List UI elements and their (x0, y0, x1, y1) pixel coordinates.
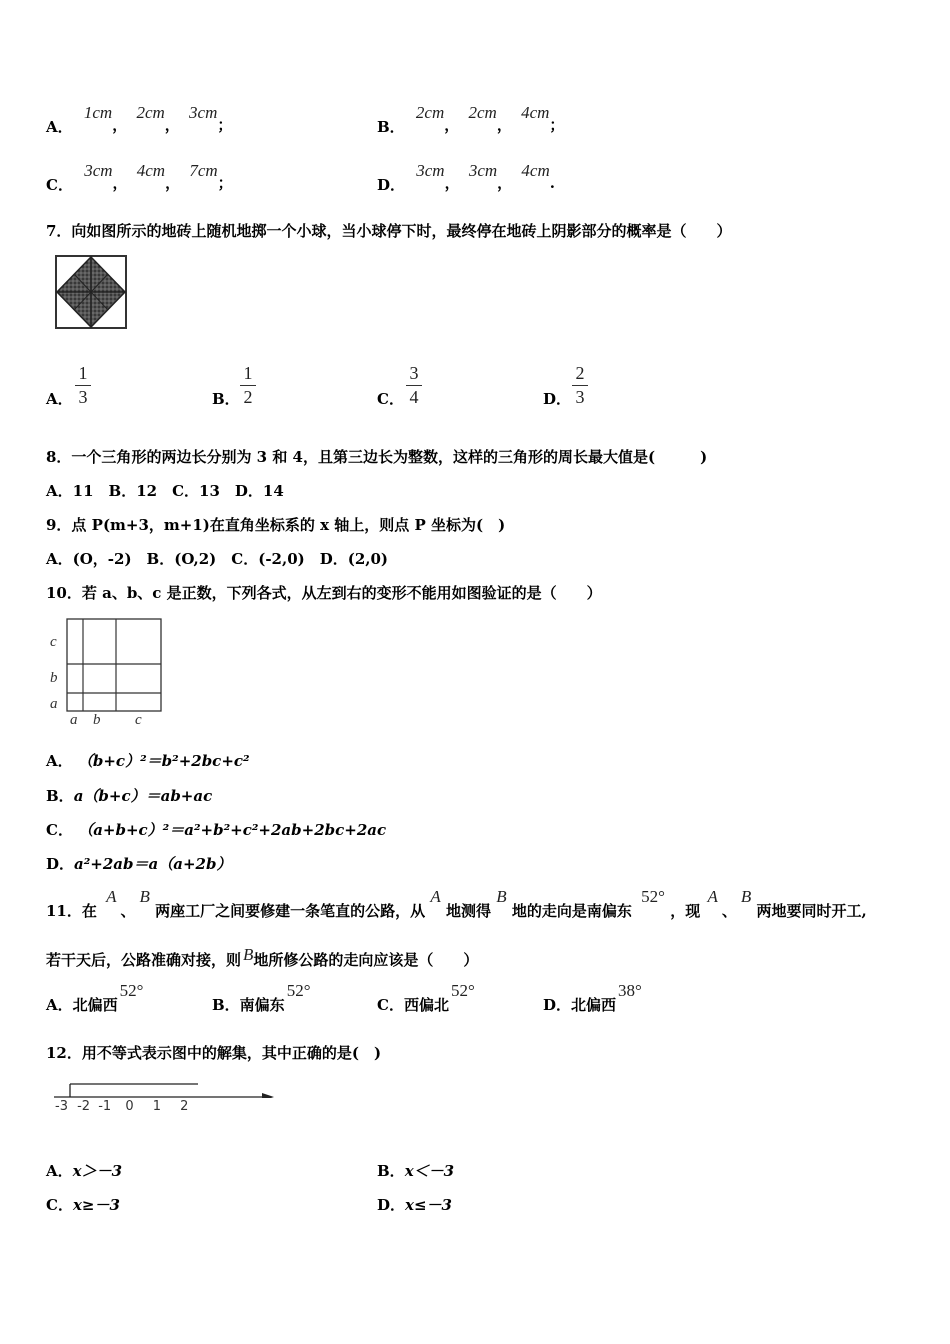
q7-option-c-label: C． (377, 390, 404, 408)
q9-question: 9．点 P(m+3，m+1)在直角坐标系的 x 轴上，则点 P 坐标为( ) (46, 516, 506, 534)
q11-option-d: D．北偏西38° (543, 981, 642, 1014)
q12-question: 12．用不等式表示图中的解集，其中正确的是( ) (46, 1044, 382, 1062)
q10-question: 10．若 a、b、c 是正数，下列各式，从左到右的变形不能用如图验证的是（ ） (46, 584, 602, 602)
q7-option-b-fraction: 1 2 (240, 363, 256, 408)
q9-options: A．(O，-2) B．(O,2) C．(-2,0) D．(2,0) (46, 550, 389, 568)
q8-options: A．11 B．12 C．13 D．14 (46, 482, 284, 500)
q11-option-a: A．北偏西52° (46, 981, 144, 1014)
q6-option-c: C． 3cm， 4cm， 7cm； (46, 161, 233, 194)
q11-question-line2: 若干天后，公路准确对接，则 B地所修公路的走向应该是（ ） (46, 945, 479, 969)
q7-option-a-fraction: 1 3 (75, 363, 91, 408)
q10-side-label-a: a (50, 696, 58, 712)
q8-question: 8．一个三角形的两边长分别为 3 和 4，且第三边长为整数，这样的三角形的周长最大值是( ) (46, 448, 708, 466)
q6-option-a: A． 1cm， 2cm， 3cm； (46, 103, 233, 136)
q7-option-b-label: B． (212, 390, 240, 408)
q12-option-b: B．x＜－3 (377, 1162, 455, 1180)
q7-option-d-label: D． (543, 390, 572, 408)
q7-tile-figure (54, 254, 128, 330)
q10-square-figure (66, 618, 162, 712)
q10-bottom-label-a: a (70, 712, 78, 728)
q6-option-d: D． 3cm， 3cm， 4cm. (377, 161, 555, 194)
q10-option-c: C． （a+b+c）²＝a²+b²+c²+2ab+2bc+2ac (46, 821, 387, 839)
q7-option-d-fraction: 2 3 (572, 363, 588, 408)
q10-option-b: B．a（b+c）＝ab+ac (46, 787, 213, 805)
q11-option-c: C．西偏北52° (377, 981, 475, 1014)
q6-option-b: B． 2cm， 2cm， 4cm； (377, 103, 565, 136)
q12-number-line-ticks: -3 -2 -1 0 1 2 (55, 1099, 189, 1114)
q7-option-a-label: A． (46, 390, 73, 408)
q11-question-line1: 11．在 A、B 两座工厂之间要修建一条笔直的公路，从 A 地测得 B 地的走向是南偏东 52° ，现 A、B 两地要同时开工, (46, 887, 867, 920)
q10-option-a: A． （b+c）²＝b²+2bc+c² (46, 752, 250, 770)
q10-side-label-c: c (50, 634, 57, 650)
q12-option-a: A．x＞－3 (46, 1162, 123, 1180)
q10-bottom-label-c: c (135, 712, 142, 728)
q11-option-b: B．南偏东52° (212, 981, 311, 1014)
q12-option-d: D．x≤－3 (377, 1196, 452, 1214)
q7-question: 7．向如图所示的地砖上随机地掷一个小球，当小球停下时，最终停在地砖上阴影部分的概率是（ ） (46, 222, 732, 240)
q12-number-line (50, 1078, 280, 1098)
q10-option-d: D．a²+2ab＝a（a+2b） (46, 855, 232, 873)
q7-option-c-fraction: 3 4 (406, 363, 422, 408)
q10-side-label-b: b (50, 670, 58, 686)
q12-option-c: C．x≥－3 (46, 1196, 120, 1214)
q10-bottom-label-b: b (93, 712, 101, 728)
